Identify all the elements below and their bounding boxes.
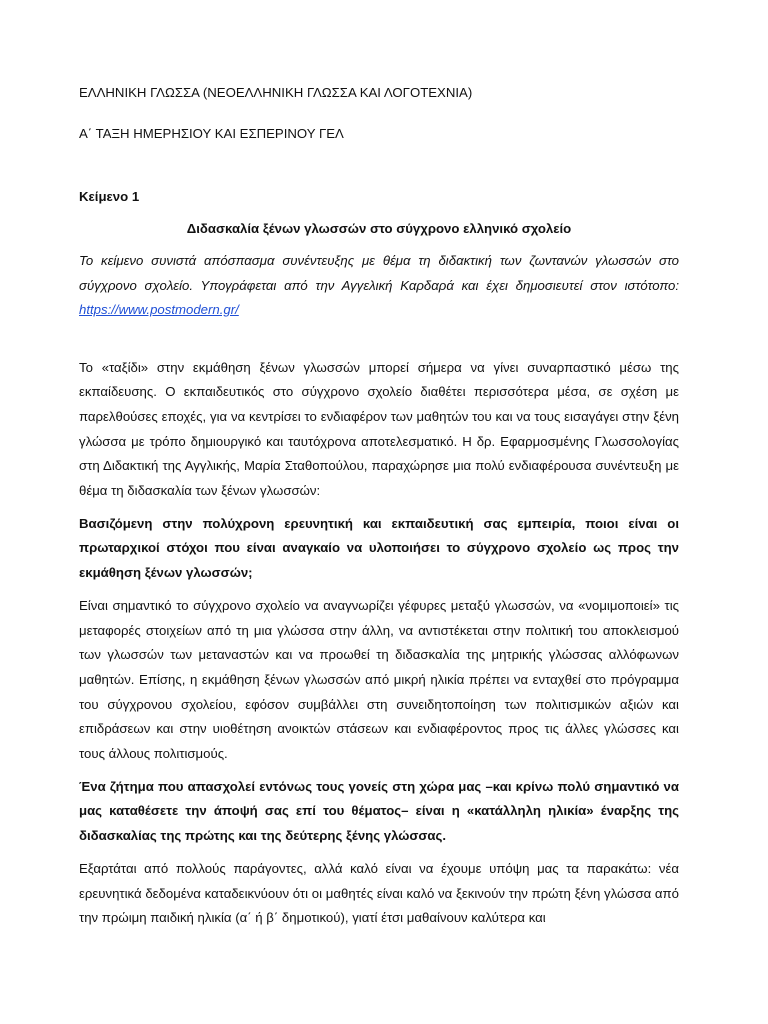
question-2: Ένα ζήτημα που απασχολεί εντόνως τους γονείς στη χώρα μας –και κρίνω πολύ σημαντικό να μας καταθέσετε την άποψή σας επί του θέματος– είναι η «κατάλληλη ηλικία» έναρξης της διδασκαλίας της πρώτης και της δεύτερης ξένης γλώσσας. [79, 778, 679, 844]
intro-text: Το κείμενο συνιστά απόσπασμα συνέντευξης με θέμα τη διδακτική των ζωντανών γλωσσών στο σύγχρονο σχολείο. Υπογράφεται από την Αγγελική Καρδαρά και έχει δημοσιευτεί στον ιστότοπο: [79, 253, 679, 293]
source-link[interactable]: https://www.postmodern.gr/ [79, 302, 239, 317]
spacer [79, 767, 679, 775]
document-page [79, 84, 679, 931]
paragraph-intro-interview: Το «ταξίδι» στην εκμάθηση ξένων γλωσσών μπορεί σήμερα να γίνει συναρπαστικό μέσω της εκπαίδευσης. Ο εκπαιδευτικός στο σύγχρονο σχολείο διαθέτει περισσότερα μέσα, σε σχέση με παρελθούσες εποχές, για να κεντρίσει το ενδιαφέρον των μαθητών του και να τους εισαγάγει στην ξένη γλώσσα με τρόπο δημιουργικό και ταυτόχρονα αποτελεσματικό. Η δρ. Εφαρμοσμένης Γλωσσολογίας στη Διδακτική της Αγγλικής, Μαρία Σταθοπούλου, παραχώρησε μια πολύ ενδιαφέρουσα συνέντευξη με θέμα τη διδασκαλία των ξένων γλωσσών: [79, 359, 679, 499]
article-title: Διδασκαλία ξένων γλωσσών στο σύγχρονο ελληνικό σχολείο [186, 221, 572, 236]
spacer [79, 849, 679, 857]
subject-heading: ΕΛΛΗΝΙΚΗ ΓΛΩΣΣΑ (ΝΕΟΕΛΛΗΝΙΚΗ ΓΛΩΣΣΑ ΚΑΙ ΛΟΓΟΤΕΧΝΙΑ) [79, 85, 473, 100]
spacer [79, 586, 679, 594]
spacer [79, 323, 679, 356]
intro-paragraph [79, 249, 679, 323]
spacer [79, 504, 679, 512]
text-label: Κείμενο 1 [79, 189, 140, 204]
grade-heading: Α΄ ΤΑΞΗ ΗΜΕΡΗΣΙΟΥ ΚΑΙ ΕΣΠΕΡΙΝΟΥ ΓΕΛ [79, 126, 344, 141]
answer-2: Εξαρτάται από πολλούς παράγοντες, αλλά καλό είναι να έχουμε υπόψη μας τα παρακάτω: νέα ερευνητικά δεδομένα καταδεικνύουν ότι οι μαθητές είναι καλό να ξεκινούν την πρώτη ξένη γλώσσα από την πρώιμη παιδική ηλικία (α΄ ή β΄ δημοτικού), γιατί έτσι μαθαίνουν καλύτερα και [79, 860, 679, 926]
answer-1: Είναι σημαντικό το σύγχρονο σχολείο να αναγνωρίζει γέφυρες μεταξύ γλωσσών, να «νομιμοποιεί» τις μεταφορές στοιχείων από τη μια γλώσσα στην άλλη, να αντιστέκεται στην πολιτική του αποκλεισμού των γλωσσών των μεταναστών και να προωθεί τη διδασκαλία της μητρικής γλώσσας αλλόφωνων μαθητών. Επίσης, η εκμάθηση ξένων γλωσσών από μικρή ηλικία πρέπει να ενταχθεί στο πρόγραμμα του σύγχρονου σχολείου, εφόσον συμβάλλει στη συνειδητοποίηση των πολιτισμικών αξιών και επιδράσεων και στην υιοθέτηση ανοικτών στάσεων και ενδιαφέροντος προς τις άλλες γλώσσες και τους άλλους πολιτισμούς. [79, 597, 679, 762]
question-1: Βασιζόμενη στην πολύχρονη ερευνητική και εκπαιδευτική σας εμπειρία, ποιοι είναι οι πρωταρχικοί στόχοι που είναι αναγκαίο να υλοποιήσει το σύγχρονο σχολείο ως προς την εκμάθηση ξένων γλωσσών; [79, 515, 679, 581]
